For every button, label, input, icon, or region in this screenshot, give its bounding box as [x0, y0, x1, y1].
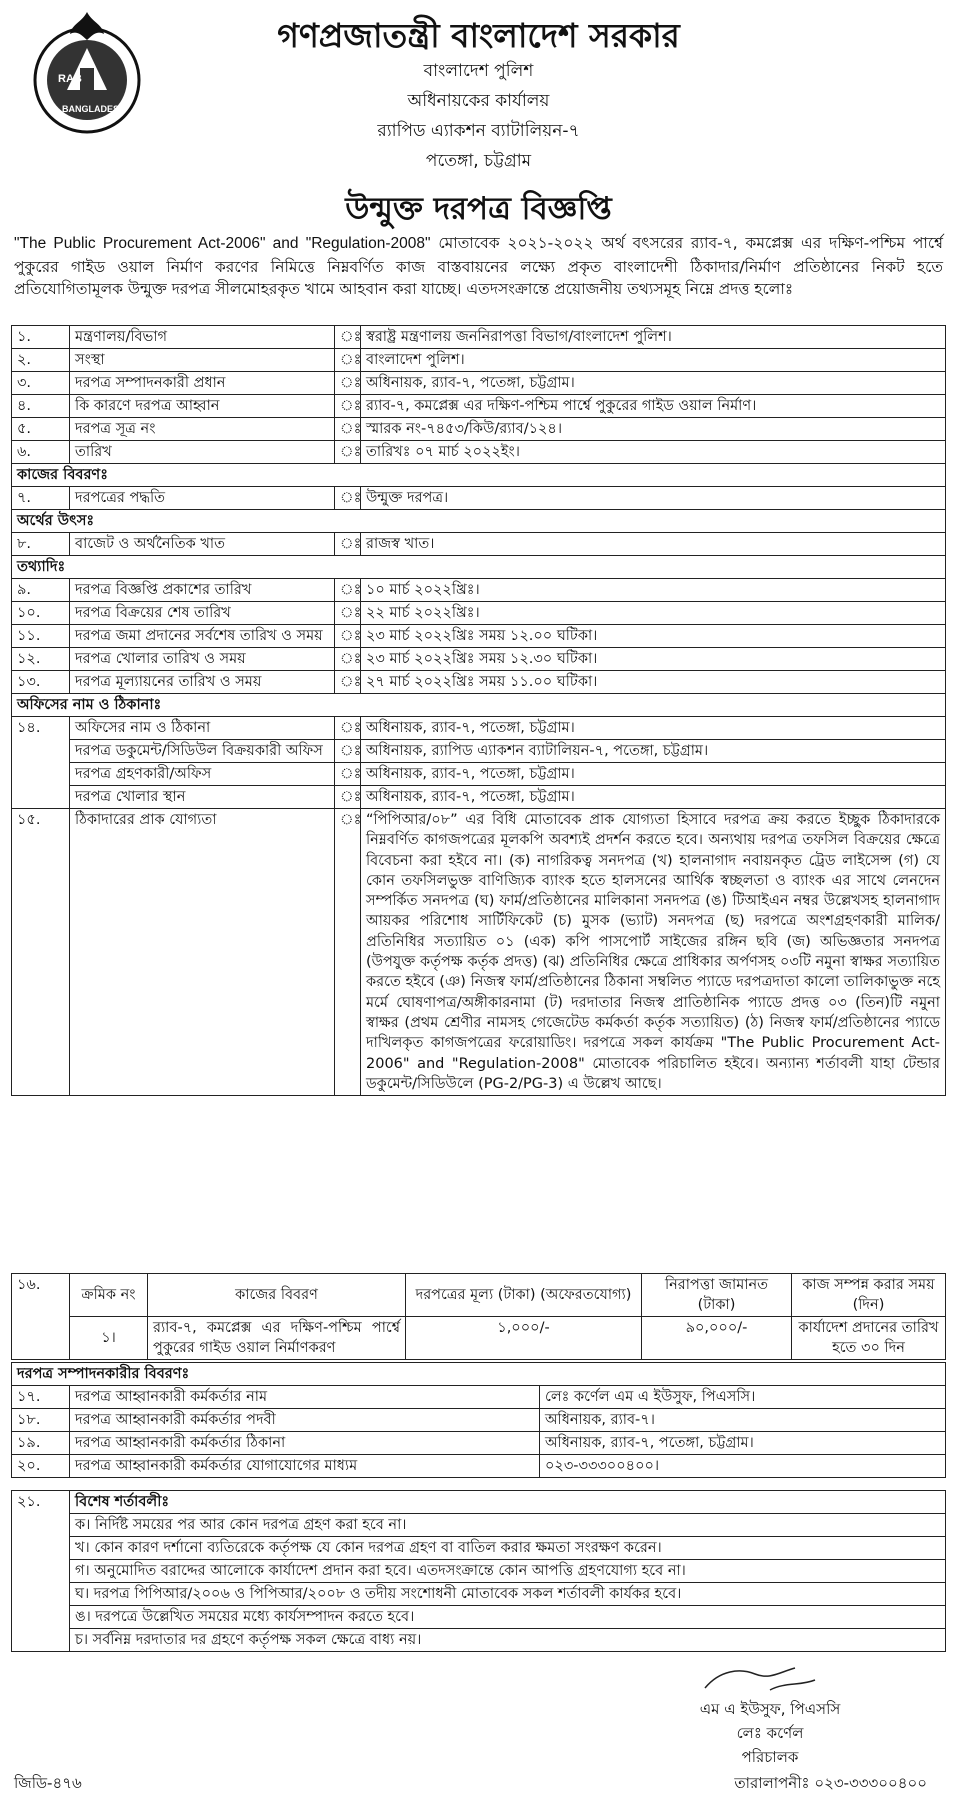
row-number: ১২.: [12, 648, 70, 671]
table-row: [12, 648, 946, 671]
org-line-4: পতেঙ্গা, চট্টগ্রাম: [425, 151, 532, 171]
row-number: ১.: [12, 326, 70, 349]
row-value: ২২ মার্চ ২০২২খ্রিঃ।: [361, 602, 946, 625]
signatory-name: এম এ ইউসুফ, পিএসসি: [699, 1700, 841, 1718]
condition-text: চ। সর্বনিম্ন দরদাতার দর গ্রহণে কর্তৃপক্ষ সকল ক্ষেত্রে বাধ্য নয়।: [70, 1629, 946, 1652]
row-number: ৮.: [12, 533, 70, 556]
table-row: [12, 717, 946, 740]
cell-serial: ১।: [70, 1317, 148, 1360]
row-label: দরপত্র ডকুমেন্ট/সিডিউল বিক্রয়কারী অফিস: [70, 740, 335, 763]
org-line-3: র‌্যাপিড এ্যাকশন ব্যাটালিয়ন-৭: [377, 121, 580, 141]
table-row: [12, 487, 946, 510]
table-row: [12, 1432, 946, 1455]
section-office-title: অফিসের নাম ও ঠিকানাঃ: [12, 694, 946, 717]
section-heading: [12, 464, 946, 487]
table-row: [12, 1386, 946, 1409]
cell-description: র‌্যাব-৭, কমপ্লেক্স এর দক্ষিণ-পশ্চিম পার্শ্বে পুকুরের গাইড ওয়াল নির্মাণকরণ: [148, 1317, 406, 1360]
section-heading: [12, 510, 946, 533]
row-number: ১৯.: [12, 1432, 70, 1455]
gd-code: জিডি-৪৭৬: [14, 1774, 82, 1792]
table-row: [12, 1491, 946, 1514]
row-value: অধিনায়ক, র‌্যাব-৭, পতেঙ্গা, চট্টগ্রাম।: [540, 1432, 946, 1455]
row-colon: ঃ: [335, 786, 361, 809]
col-header-tender-price: দরপত্রের মূল্য (টাকা) (অফেরতযোগ্য): [406, 1274, 642, 1317]
row-number: ৯.: [12, 579, 70, 602]
row-value: স্মারক নং-৭৪৫৩/কিউ/র‌্যাব/১২৪।: [361, 418, 946, 441]
official-details-table: [11, 1362, 946, 1478]
row-value: ২৩ মার্চ ২০২২খ্রিঃ সময় ১২.০০ ঘটিকা।: [361, 625, 946, 648]
row-colon: ঃ: [335, 648, 361, 671]
row-value: অধিনায়ক, র‌্যাব-৭, পতেঙ্গা, চট্টগ্রাম।: [361, 372, 946, 395]
table-row: [12, 1317, 946, 1360]
row-label: বাজেট ও অর্থনৈতিক খাত: [70, 533, 335, 556]
row-number: ৬.: [12, 441, 70, 464]
row-label: দরপত্র আহ্বানকারী কর্মকর্তার ঠিকানা: [70, 1432, 540, 1455]
table-row: [12, 349, 946, 372]
signatory-title: পরিচালক: [741, 1748, 799, 1766]
row-value: ১০ মার্চ ২০২২খ্রিঃ।: [361, 579, 946, 602]
table-row: [12, 602, 946, 625]
row-number: ১১.: [12, 625, 70, 648]
row-number: ৫.: [12, 418, 70, 441]
org-line-2: অধিনায়কের কার্যালয়: [407, 91, 550, 111]
row-label: দরপত্র সূত্র নং: [70, 418, 335, 441]
row-value: তারিখঃ ০৭ মার্চ ২০২২ইং।: [361, 441, 946, 464]
row-value: অধিনায়ক, র‌্যাব-৭, পতেঙ্গা, চট্টগ্রাম।: [361, 786, 946, 809]
table-row: [12, 1455, 946, 1478]
condition-item: [12, 1629, 946, 1652]
row-value: উন্মুক্ত দরপত্র।: [361, 487, 946, 510]
row-number: ৩.: [12, 372, 70, 395]
row-value: ০২৩-৩৩৩০০৪০০।: [540, 1455, 946, 1478]
prequalification-text: “পিপিআর/০৮” এর বিধি মোতাবেক প্রাক যোগ্যতা হিসাবে দরপত্র ক্রয় করতে ইচ্ছুক ঠিকাদারকে নিম্নবর্ণিত কাগজপত্রের মূলকপি অবশ্যই প্রদর্শন করতে হবে। অন্যথায় দরপত্র তফসিল বিক্রয়ের ক্ষেত্রে বিবেচনা করা হইবে না। (ক) নাগরিকত্ব সনদপত্র (খ) হালনাগাদ নবায়নকৃত ট্রেড লাইসেন্স (গ) যে কোন তফসিলভুক্ত বাণিজ্যিক ব্যাংক হতে হালসনের আর্থিক স্বচ্ছলতা ও ব্যাংক এর সাথে লেনদেন সম্পর্কিত সনদপত্র (ঘ) ফার্ম/প্রতিষ্ঠানের মালিকানা সনদপত্র (ঙ) টিআইএন নম্বর উল্লেখসহ হালনাগাদ আয়কর পরিশোধ সার্টিফিকেট (চ) মুসক (ভ্যাট) সনদপত্র (ছ) দরপত্রে অংশগ্রহণকারী মালিক/প্রতিনিধির সত্যায়িত ০১ (এক) কপি পাসপোর্ট সাইজের রঙ্গিন ছবি (জ) অভিজ্ঞতার সনদপত্র (উপযুক্ত কর্তৃপক্ষ কর্তৃক প্রদত্ত) (ঝ) প্রতিনিধির ক্ষেত্রে প্রাধিকার অর্পণসহ ০৩টি নমুনা স্বাক্ষর সত্যায়িত করতে হইবে (ঞ) নিজস্ব ফার্ম/প্রতিষ্ঠানের ঠিকানা সম্বলিত প্যাডে দরপত্রদাতা কালো তালিকাভুক্ত নহে মর্মে ঘোষণাপত্র/অঙ্গীকারনামা (ট) দরদাতার নিজস্ব প্রাতিষ্ঠানিক প্যাডে প্রদত্ত ০৩ (তিন)টি নমুনা স্বাক্ষর (প্রথম শ্রেণীর নামসহ গেজেটেড কর্মকর্তা কর্তৃক সত্যায়িত) (ঠ) নিজস্ব ফার্ম/প্রতিষ্ঠানের প্যাডে দাখিলকৃত কাগজপত্রের ফরোয়াডিং। দরপত্রে সকল কার্যক্রম "The Public Procurement Act-2006" and "Regulation-2008" মোতাবেক পরিচালিত হইবে। অন্যান্য শর্তাবলী যাহা টেন্ডার ডকুমেন্ট/সিডিউলে (PG-2/PG-3) এ উল্লেখ আছে।: [361, 809, 946, 1096]
row-value: র‌্যাব-৭, কমপ্লেক্স এর দক্ষিণ-পশ্চিম পার্শ্বে পুকুরের গাইড ওয়াল নির্মাণ।: [361, 395, 946, 418]
table-row: [12, 372, 946, 395]
contact-phone: তারালাপনীঃ ০২৩-৩৩৩০০৪০০: [734, 1774, 927, 1792]
condition-item: [12, 1537, 946, 1560]
section-heading: [12, 694, 946, 717]
intro-lead: "The Public Procurement Act-2006" and "Regulation-2008": [14, 235, 431, 252]
row-colon: ঃ: [335, 326, 361, 349]
row-value: রাজস্ব খাত।: [361, 533, 946, 556]
cell-duration: কার্যাদেশ প্রদানের তারিখ হতে ৩০ দিন: [792, 1317, 946, 1360]
row-number: ২১.: [12, 1491, 70, 1652]
intro-body: মোতাবেক ২০২১-২০২২ অর্থ বৎসরের র‌্যাব-৭, কমপ্লেক্স এর দক্ষিণ-পশ্চিম পার্শ্বে পুকুরের গাইড ওয়াল নির্মাণ করণের নিমিত্তে নিম্নবর্ণিত কাজ বাস্তবায়নের লক্ষ্যে প্রকৃত বাংলাদেশী ঠিকাদার/নির্মাণ প্রতিষ্ঠানের নিকট হতে প্রতিযোগিতামূলক উন্মুক্ত দরপত্র সীলমোহরকৃত খামে আহবান করা যাচ্ছে। এতদসংক্রান্তে প্রয়োজনীয় তথ্যসমূহ নিম্নে প্রদত্ত হলোঃ: [14, 234, 944, 298]
row-label: দরপত্র আহ্বানকারী কর্মকর্তার যোগাযোগের মাধ্যম: [70, 1455, 540, 1478]
row-number: ১৫.: [12, 809, 70, 1096]
special-conditions-table: [11, 1490, 946, 1652]
col-header-security: নিরাপত্তা জামানত (টাকা): [642, 1274, 792, 1317]
handwritten-signature: [700, 1660, 820, 1700]
row-colon: ঃ: [335, 717, 361, 740]
cell-tender-price: ১,০০০/-: [406, 1317, 642, 1360]
government-title: গণপ্রজাতন্ত্রী বাংলাদেশ সরকার: [277, 16, 680, 55]
row-number: ২.: [12, 349, 70, 372]
table-row: [12, 786, 946, 809]
row-colon: ঃ: [335, 487, 361, 510]
section-work-title: কাজের বিবরণঃ: [12, 464, 946, 487]
table-row: [12, 763, 946, 786]
table-row: [12, 671, 946, 694]
table-row: [12, 395, 946, 418]
row-colon: ঃ: [335, 763, 361, 786]
condition-item: [12, 1560, 946, 1583]
work-cost-table: [11, 1273, 946, 1360]
section-heading: [12, 1363, 946, 1386]
table-row: [12, 418, 946, 441]
row-colon: ঃ: [335, 372, 361, 395]
row-colon: ঃ: [335, 533, 361, 556]
row-number: ১৩.: [12, 671, 70, 694]
row-colon: ঃ: [335, 349, 361, 372]
condition-text: খ। কোন কারণ দর্শানো ব্যতিরেকে কর্তৃপক্ষ যে কোন দরপত্র গ্রহণ বা বাতিল করার ক্ষমতা সংরক্ষণ করেন।: [70, 1537, 946, 1560]
row-value: বাংলাদেশ পুলিশ।: [361, 349, 946, 372]
row-label: মন্ত্রণালয়/বিভাগ: [70, 326, 335, 349]
row-label: সংস্থা: [70, 349, 335, 372]
section-official-title: দরপত্র সম্পাদনকারীর বিবরণঃ: [12, 1363, 946, 1386]
col-header-duration: কাজ সম্পন্ন করার সময় (দিন): [792, 1274, 946, 1317]
condition-item: [12, 1514, 946, 1537]
table-row: [12, 809, 946, 1096]
signatory-rank: লেঃ কর্ণেল: [736, 1724, 804, 1742]
row-value: লেঃ কর্ণেল এম এ ইউসুফ, পিএসসি।: [540, 1386, 946, 1409]
row-label: দরপত্র খোলার স্থান: [70, 786, 335, 809]
row-label: দরপত্র খোলার তারিখ ও সময়: [70, 648, 335, 671]
row-label: কি কারণে দরপত্র আহ্বান: [70, 395, 335, 418]
row-label: দরপত্র জমা প্রদানের সর্বশেষ তারিখ ও সময়: [70, 625, 335, 648]
section-heading: [12, 556, 946, 579]
row-value: স্বরাষ্ট্র মন্ত্রণালয় জননিরাপত্তা বিভাগ/বাংলাদেশ পুলিশ।: [361, 326, 946, 349]
row-label: দরপত্র মূল্যায়নের তারিখ ও সময়: [70, 671, 335, 694]
row-colon: ঃ: [335, 441, 361, 464]
row-number: ৪.: [12, 395, 70, 418]
row-value: অধিনায়ক, র‌্যাব-৭, পতেঙ্গা, চট্টগ্রাম।: [361, 717, 946, 740]
row-number: ২০.: [12, 1455, 70, 1478]
row-label: তারিখ: [70, 441, 335, 464]
condition-text: ক। নির্দিষ্ট সময়ের পর আর কোন দরপত্র গ্রহণ করা হবে না।: [70, 1514, 946, 1537]
row-colon: ঃ: [335, 418, 361, 441]
row-label: দরপত্র বিক্রয়ের শেষ তারিখ: [70, 602, 335, 625]
table-row: [12, 579, 946, 602]
table-row: [12, 441, 946, 464]
row-label: ঠিকাদারের প্রাক যোগ্যতা: [70, 809, 335, 1096]
table-row: [12, 740, 946, 763]
row-value: ২৭ মার্চ ২০২২খ্রিঃ সময় ১১.০০ ঘটিকা।: [361, 671, 946, 694]
row-number: ১৬.: [12, 1274, 70, 1360]
row-colon: ঃ: [335, 395, 361, 418]
row-colon: ঃ: [335, 740, 361, 763]
intro-paragraph: [14, 232, 943, 301]
notice-title: উন্মুক্ত দরপত্র বিজ্ঞপ্তি: [345, 191, 612, 227]
row-colon: ঃ: [335, 671, 361, 694]
row-colon: ঃ: [335, 602, 361, 625]
org-line-1: বাংলাদেশ পুলিশ: [423, 61, 534, 81]
condition-text: ঙ। দরপত্রে উল্লেখিত সময়ের মধ্যে কার্যসম্পাদন করতে হবে।: [70, 1606, 946, 1629]
row-number: ১০.: [12, 602, 70, 625]
svg-text:RAB: RAB: [58, 73, 82, 85]
col-header-description: কাজের বিবরণ: [148, 1274, 406, 1317]
row-label: দরপত্রের পদ্ধতি: [70, 487, 335, 510]
row-value: অধিনায়ক, র‌্যাব-৭।: [540, 1409, 946, 1432]
section-info-title: তথ্যাদিঃ: [12, 556, 946, 579]
row-value: ২৩ মার্চ ২০২২খ্রিঃ সময় ১২.৩০ ঘটিকা।: [361, 648, 946, 671]
row-label: দরপত্র গ্রহণকারী/অফিস: [70, 763, 335, 786]
row-number: ৭.: [12, 487, 70, 510]
row-number: ১৭.: [12, 1386, 70, 1409]
row-label: দরপত্র আহ্বানকারী কর্মকর্তার পদবী: [70, 1409, 540, 1432]
section-fund-title: অর্থের উৎসঃ: [12, 510, 946, 533]
condition-item: [12, 1606, 946, 1629]
table-row: [12, 625, 946, 648]
condition-text: ঘ। দরপত্র পিপিআর/২০০৬ ও পিপিআর/২০০৮ ও তদীয় সংশোধনী মোতাবেক সকল শর্তাবলী কার্যকর হবে।: [70, 1583, 946, 1606]
row-colon: ঃ: [335, 809, 361, 1096]
col-header-serial: ক্রমিক নং: [70, 1274, 148, 1317]
row-number: ১৪.: [12, 717, 70, 809]
row-colon: ঃ: [335, 625, 361, 648]
condition-text: গ। অনুমোদিত বরাদ্দের আলোকে কার্যাদেশ প্রদান করা হবে। এতদসংক্রান্তে কোন আপত্তি গ্রহণযোগ্য হবে না।: [70, 1560, 946, 1583]
table-row: [12, 326, 946, 349]
special-conditions-title: বিশেষ শর্তাবলীঃ: [70, 1491, 946, 1514]
row-label: দরপত্র আহ্বানকারী কর্মকর্তার নাম: [70, 1386, 540, 1409]
row-value: অধিনায়ক, র‌্যাপিড এ্যাকশন ব্যাটালিয়ন-৭, পতেঙ্গা, চট্টগ্রাম।: [361, 740, 946, 763]
condition-item: [12, 1583, 946, 1606]
row-number: ১৮.: [12, 1409, 70, 1432]
table-row: [12, 1274, 946, 1317]
table-row: [12, 1409, 946, 1432]
cell-security: ৯০,০০০/-: [642, 1317, 792, 1360]
row-label: দরপত্র সম্পাদনকারী প্রধান: [70, 372, 335, 395]
tender-info-table: [11, 325, 946, 1096]
row-value: অধিনায়ক, র‌্যাব-৭, পতেঙ্গা, চট্টগ্রাম।: [361, 763, 946, 786]
table-row: [12, 533, 946, 556]
row-colon: ঃ: [335, 579, 361, 602]
row-label: দরপত্র বিজ্ঞপ্তি প্রকাশের তারিখ: [70, 579, 335, 602]
row-label: অফিসের নাম ও ঠিকানা: [70, 717, 335, 740]
svg-text:BANGLADESH: BANGLADESH: [62, 104, 126, 114]
